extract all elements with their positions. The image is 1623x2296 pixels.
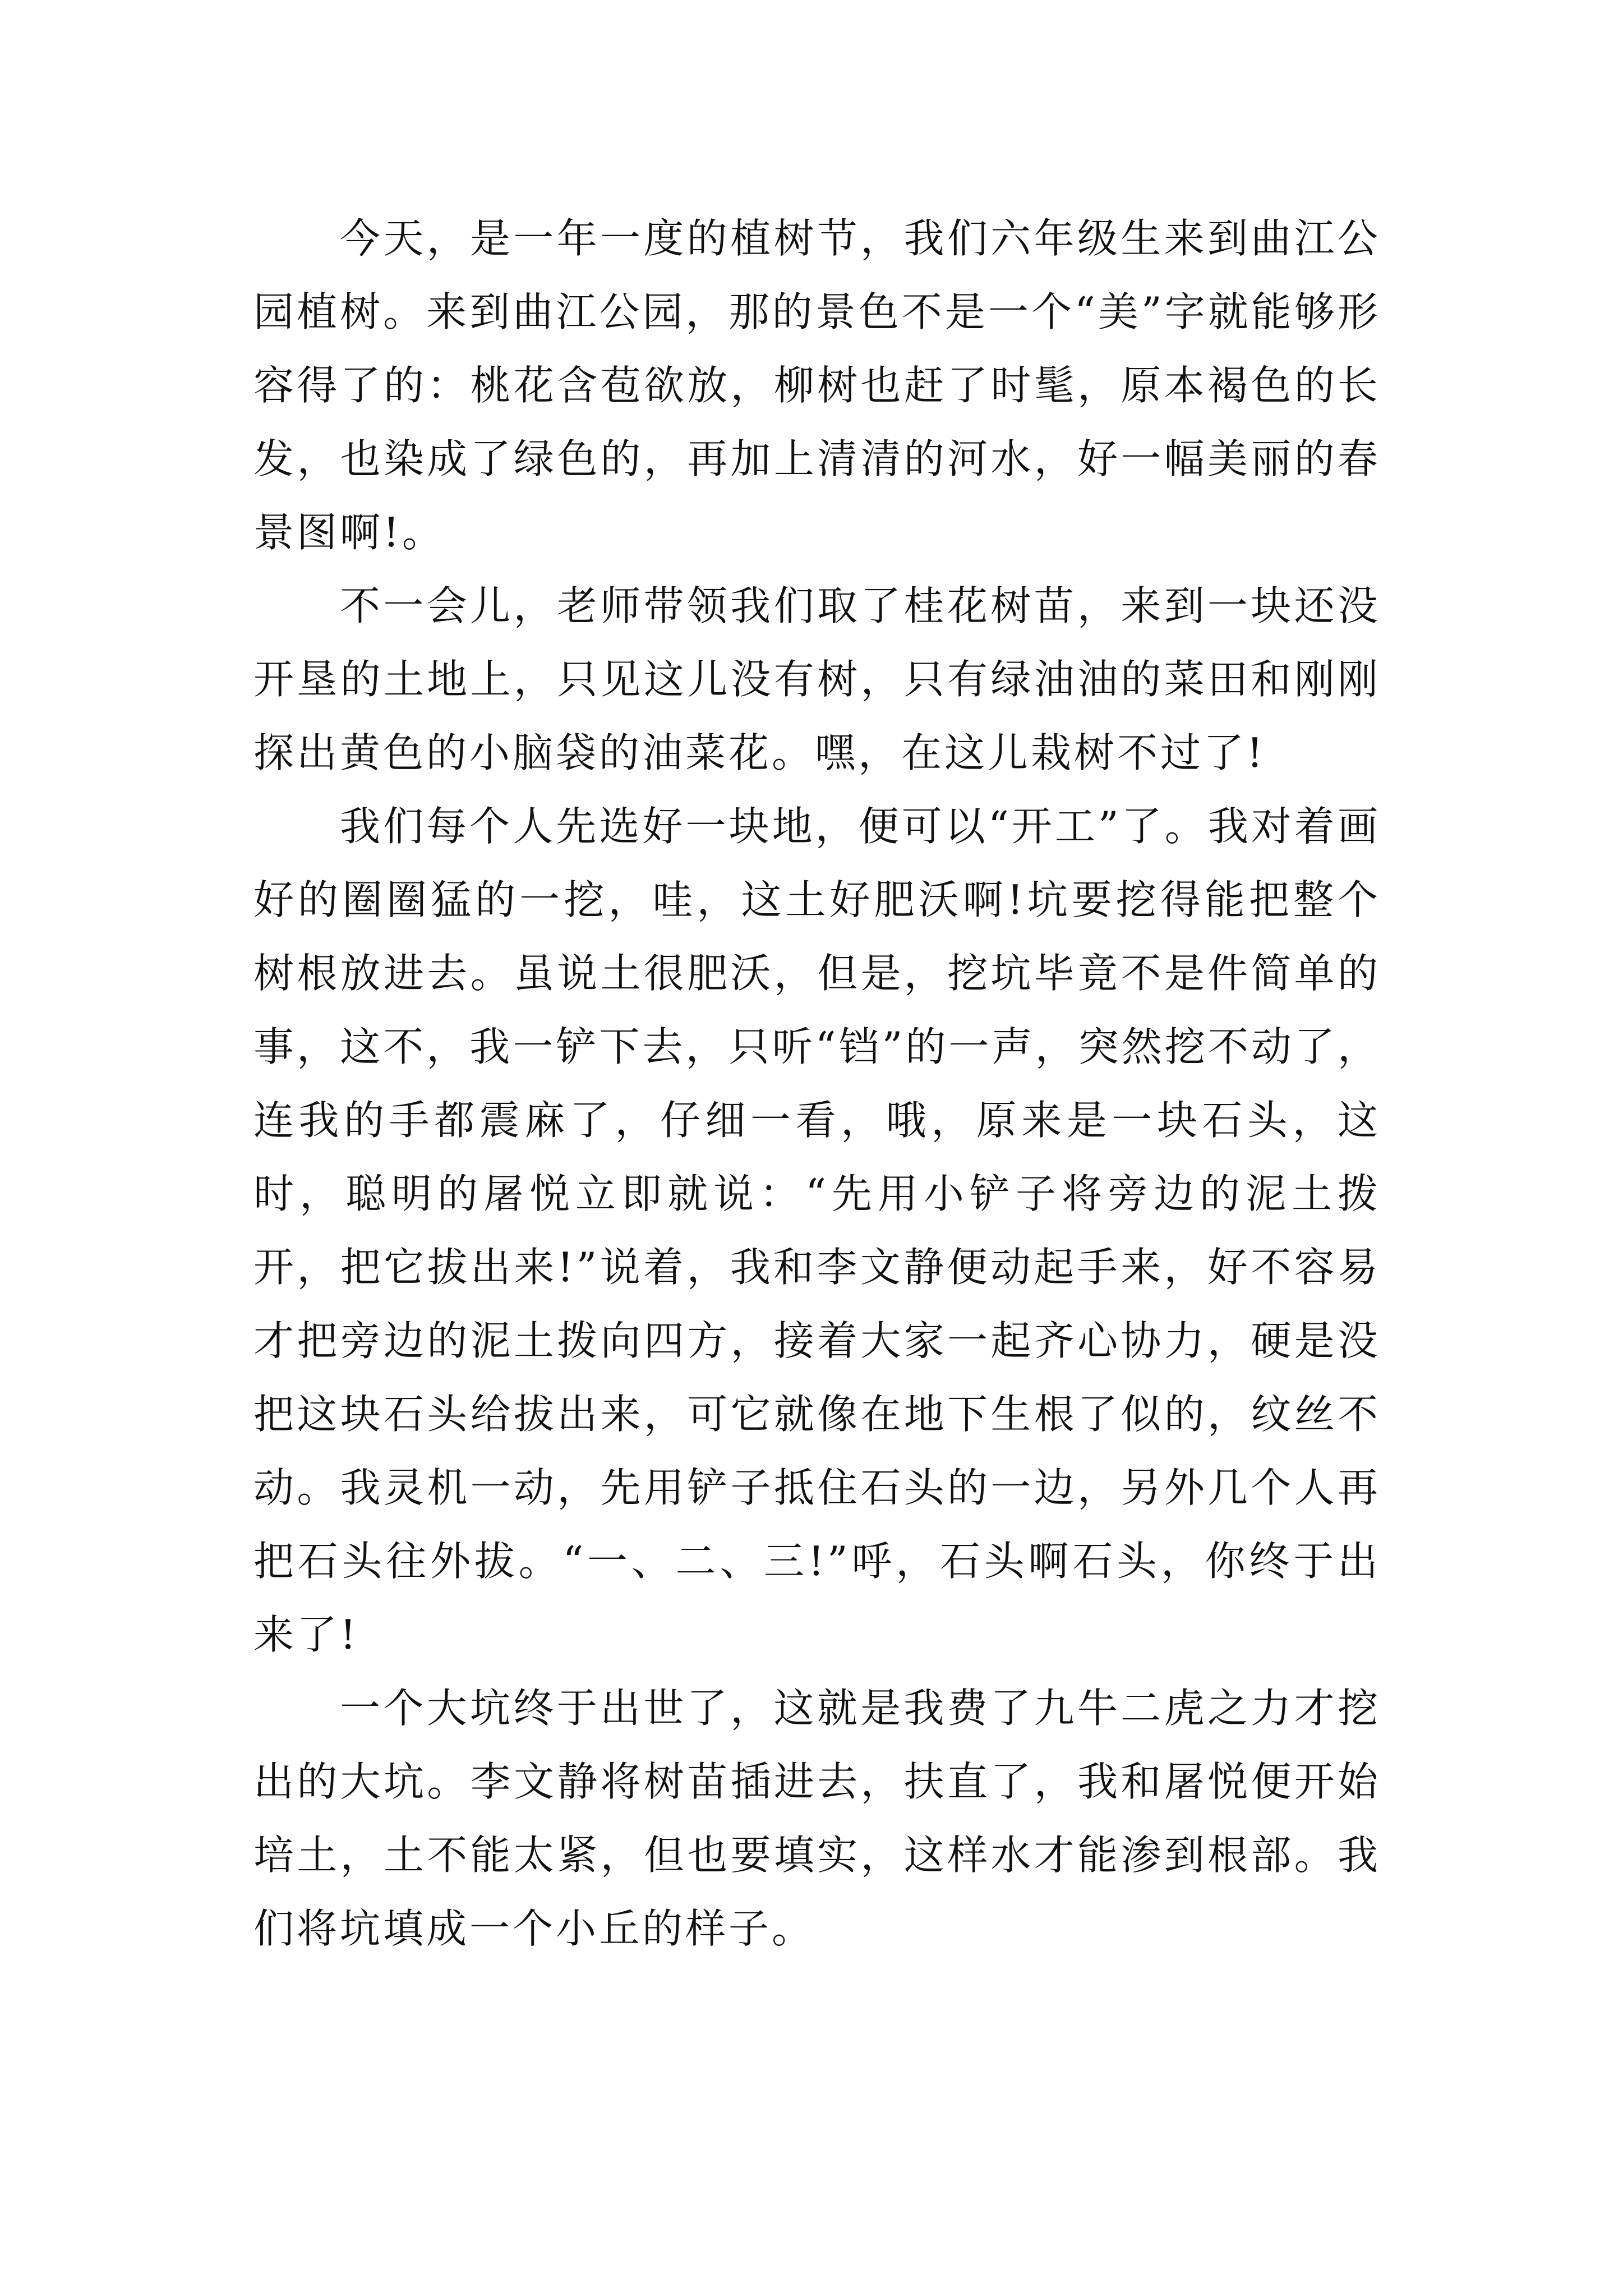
- paragraph-4: 一个大坑终于出世了，这就是我费了九牛二虎之力才挖出的大坑。李文静将树苗插进去，扶直了，我和屠悦便开始培土，土不能太紧，但也要填实，这样水才能渗到根部。我们将坑填成一个小丘的样子。: [253, 1685, 1381, 1952]
- paragraph-3: 我们每个人先选好一块地，便可以“开工”了。我对着画好的圈圈猛的一挖，哇，这土好肥沃啊!坑要挖得能把整个树根放进去。虽说土很肥沃，但是，挖坑毕竟不是件简单的事，这不，我一铲下去，只听“铛”的一声，突然挖不动了，连我的手都震麻了，仔细一看，哦，原来是一块石头，这时，聪明的屠悦立即就说：“先用小铲子将旁边的泥土拨开，把它拔出来!”说着，我和李文静便动起手来，好不容易才把旁边的泥土拨向四方，接着大家一起齐心协力，硬是没把这块石头给拔出来，可它就像在地下生根了似的，纹丝不动。我灵机一动，先用铲子抵住石头的一边，另外几个人再把石头往外拔。“一、二、三!”呼，石头啊石头，你终于出来了!: [253, 803, 1381, 1658]
- paragraph-1: 今天，是一年一度的植树节，我们六年级生来到曲江公园植树。来到曲江公园，那的景色不是一个“美”字就能够形容得了的：桃花含苞欲放，柳树也赶了时髦，原本褐色的长发，也染成了绿色的，再加上清清的河水，好一幅美丽的春景图啊!。: [253, 215, 1381, 556]
- paragraph-2: 不一会儿，老师带领我们取了桂花树苗，来到一块还没开垦的土地上，只见这儿没有树，只有绿油油的菜田和刚刚探出黄色的小脑袋的油菜花。嘿，在这儿栽树不过了!: [253, 582, 1381, 776]
- article-body: [253, 202, 1381, 1966]
